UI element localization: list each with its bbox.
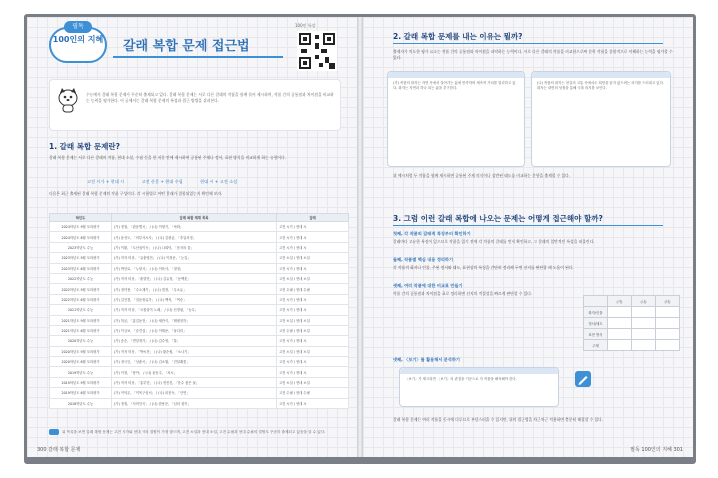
exam-table — [49, 213, 349, 409]
table-cell: 2018학년도 수능 — [50, 398, 112, 408]
table-cell: 2020학년도 6월 모의평가 — [50, 357, 112, 367]
table-row — [50, 242, 349, 252]
table-row — [50, 232, 349, 242]
grid-header: (가) — [608, 296, 632, 307]
table-cell: (가) 작자 미상, 「유충렬전」 / (나) 이청준, 「눈길」 — [112, 253, 277, 263]
section2-heading: 2. 갈래 복합 문제를 내는 이유는 뭘까? — [393, 32, 523, 41]
step4-body: 〈보기〉가 제시되면 〈보기〉의 관점을 기준으로 각 작품을 해석해야 한다. — [405, 377, 517, 381]
table-cell: 고전 시가 / 현대 시 — [277, 263, 349, 273]
table-cell: 고전 수필 / 현대 소설 — [277, 325, 349, 335]
step2-body: 각 작품의 화자나 인물, 주된 정서와 태도, 표현상의 특징을 간단히 정리해 두면 선지를 판단할 때 도움이 된다. — [393, 265, 574, 270]
section2-body: 출제자가 의도한 평가 요소는 작품 간의 공통점과 차이점을 파악하는 능력이다. 서로 다른 갈래의 작품을 비교함으로써 문학 작품을 종합적으로 이해하는 능력을 평가할 수 있다. — [393, 49, 673, 60]
table-row — [50, 357, 349, 367]
table-cell: 2019학년도 수능 — [50, 367, 112, 377]
grid-header: (나) — [632, 296, 656, 307]
table-cell: 고전 시가 / 현대 시 — [277, 242, 349, 252]
qr-code-icon[interactable] — [297, 31, 337, 71]
intro-box — [49, 79, 341, 131]
table-cell: (가) 허균, 「홍길동전」 / (나) 채만식, 「태평천하」 — [112, 315, 277, 325]
table-row — [50, 336, 349, 346]
table-cell: (가) 김인겸, 「일동장유가」 / (나) 백석, 「여승」 — [112, 294, 277, 304]
table-header: 학년도 — [50, 214, 112, 222]
table-cell: (가) 작자 미상, 「박씨전」 / (나) 황순원, 「소나기」 — [112, 346, 277, 356]
grid-row-label: 표현 방식 — [584, 329, 608, 340]
left-page — [27, 17, 357, 457]
step3-label: 셋째, 여러 작품에 대한 비교표 만들기 — [393, 283, 463, 288]
table-cell: 2024학년도 9월 모의평가 — [50, 222, 112, 232]
table-row — [50, 346, 349, 356]
table-cell: (가) 윤선도, 「어부사시사」 / (나) 김광균, 「추일서정」 — [112, 232, 277, 242]
table-cell: 2024학년도 6월 모의평가 — [50, 232, 112, 242]
table-row — [50, 263, 349, 273]
page-footer-right: 필독 100인의 지혜 301 — [630, 447, 683, 453]
section2-note: 위 예시처럼 두 작품을 함께 제시하면 공통된 주제 의식이나 상반된 태도를 비교하는 문항을 출제할 수 있다. — [393, 173, 571, 178]
badge-tag: 필독 — [64, 21, 92, 33]
table-cell: 2021학년도 6월 모의평가 — [50, 325, 112, 335]
table-cell: 2019학년도 6월 모의평가 — [50, 388, 112, 398]
table-cell: 고전 소설 / 현대 소설 — [277, 253, 349, 263]
section1-heading: 1. 갈래 복합 문제란? — [49, 142, 120, 151]
table-row — [50, 305, 349, 315]
table-row — [50, 388, 349, 398]
table-cell: (가) 작자 미상, 「시집살이 노래」 / (나) 신경림, 「농무」 — [112, 305, 277, 315]
panel-a-bar — [388, 72, 524, 78]
step4-panel-bar — [400, 368, 558, 374]
note-box — [49, 429, 349, 453]
table-cell: (가) 박인로, 「누항사」 / (나) 이육사, 「절정」 — [112, 263, 277, 273]
step4-panel — [399, 367, 559, 407]
step2-label: 둘째, 작품별 핵심 내용 정리하기 — [393, 257, 454, 262]
bottom-text: 갈래 복합 문제는 여러 작품을 동시에 다루므로 부담스러울 수 있지만, 위의 접근법을 차근차근 적용하면 충분히 해결할 수 있다. — [393, 417, 603, 422]
table-cell: 2023학년도 수능 — [50, 242, 112, 252]
panel-b-text: (나) 작품의 화자는 현실의 고통 속에서도 희망을 잃지 않으려는 의지를 드러내고 있다. 화자는 내면의 성찰을 통해 극복 의지를 보인다. — [537, 81, 664, 91]
table-cell: 고전 시가 / 현대 시 — [277, 305, 349, 315]
formula-2: 고전 산문 + 현대 수필 — [141, 179, 183, 184]
table-cell: (가) 이규보, 「슬견설」 / (나) 이태준, 「돌다리」 — [112, 325, 277, 335]
table-cell: 고전 시가 / 현대 시 — [277, 222, 349, 232]
grid-row-label: 화자/인물 — [584, 307, 608, 318]
table-cell: 고전 소설 / 현대 소설 — [277, 315, 349, 325]
table-row — [50, 377, 349, 387]
mascot-icon — [56, 86, 80, 114]
panel-a-text: (가) 작품의 화자는 자연 속에서 살아가는 삶에 만족하며 세속적 가치를 멀리하고 있다. 화자는 자연과 하나 되는 삶을 추구한다. — [393, 81, 516, 91]
table-cell: 2021학년도 9월 모의평가 — [50, 315, 112, 325]
grid-row-label: 정서/태도 — [584, 318, 608, 329]
table-row — [50, 253, 349, 263]
intro-text: 수능에서 갈래 복합 문제가 꾸준히 출제되고 있다. 갈래 복합 문제는 서로 다른 갈래의 작품을 함께 묶어 제시하며, 작품 간의 공통점과 차이점을 비교하는 능력을 평가한다. 이 글에서는 갈래 복합 문제의 특성과 접근 방법을 살펴본다. — [86, 92, 334, 103]
section2-underline — [393, 43, 663, 44]
table-row — [50, 284, 349, 294]
grid-header: (다) — [656, 296, 680, 307]
table-cell: 고전 소설 / 현대 소설 — [277, 273, 349, 283]
table-cell: 고전 시가 / 현대 시 — [277, 398, 349, 408]
table-cell: 2022학년도 9월 모의평가 — [50, 284, 112, 294]
table-cell: (가) 정철, 「관동별곡」 / (나) 이형기, 「낙화」 — [112, 222, 277, 232]
panel-a — [387, 71, 525, 167]
table-cell: 고전 시가 / 현대 시 — [277, 232, 349, 242]
comparison-grid — [583, 295, 680, 351]
formula-1: 고전 시가 + 현대 시 — [87, 179, 125, 184]
page-title: 갈래 복합 문제 접근법 — [123, 39, 250, 54]
table-cell: 2023학년도 9월 모의평가 — [50, 253, 112, 263]
table-cell: 2019학년도 9월 모의평가 — [50, 377, 112, 387]
table-row — [50, 273, 349, 283]
table-row — [50, 367, 349, 377]
table-cell: 고전 수필 / 현대 수필 — [277, 388, 349, 398]
section3-underline — [393, 225, 663, 226]
step3-body: 작품 간의 공통점과 차이점을 표로 정리하면 선지의 적절성을 빠르게 판단할 수 있다. — [393, 291, 533, 296]
table-cell: 2022학년도 6월 모의평가 — [50, 294, 112, 304]
table-row — [50, 315, 349, 325]
table-row — [50, 398, 349, 408]
formula-row — [87, 179, 317, 185]
page-footer-left: 300 갈래 복합 문제 — [37, 447, 81, 453]
title-underline — [113, 56, 283, 58]
table-row — [50, 325, 349, 335]
formula-3: 현대 시 + 고전 소설 — [200, 179, 238, 184]
table-cell: 고전 시가 / 현대 시 — [277, 294, 349, 304]
table-cell: (가) 이황, 「도산십이곡」 / (나) 나희덕, 「음지의 꽃」 — [112, 242, 277, 252]
table-cell: (가) 정극인, 「상춘곡」 / (나) 김소월, 「진달래꽃」 — [112, 357, 277, 367]
table-row — [50, 294, 349, 304]
section3-heading: 3. 그럼 이런 갈래 복합에 나오는 문제는 어떻게 접근해야 할까? — [393, 214, 603, 223]
panel-b — [531, 71, 671, 167]
step1-label: 첫째, 각 작품의 갈래적 특징부터 확인하기 — [393, 231, 471, 236]
table-cell: (가) 이덕무, 「이목구심서」 / (나) 피천득, 「인연」 — [112, 388, 277, 398]
pencil-icon — [573, 369, 593, 389]
book-spread — [24, 14, 696, 464]
table-cell: 고전 소설 / 현대 소설 — [277, 377, 349, 387]
panel-b-bar — [532, 72, 670, 78]
note-icon — [49, 429, 59, 435]
table-cell: (가) 정약용, 「수오재기」 / (나) 법정, 「무소유」 — [112, 284, 277, 294]
table-header: 갈래 복합 제재 목록 — [112, 214, 277, 222]
badge-text: 100인의 지혜 — [52, 35, 104, 44]
qr-label: 100인 특강 — [295, 23, 316, 28]
table-cell: 2020학년도 수능 — [50, 336, 112, 346]
table-cell: 고전 소설 / 현대 소설 — [277, 346, 349, 356]
note-text: 위 목록을 보면 갈래 복합 문제는 고전 시가와 현대 시의 결합이 가장 많으며, 고전 소설과 현대 소설, 고전 수필과 현대 수필의 결합도 꾸준히 출제되고 있음을 알 수 있다. — [62, 430, 326, 434]
table-cell: (가) 작자 미상, 「춘향전」 / (나) 김유정, 「동백꽃」 — [112, 273, 277, 283]
step1-body: 갈래마다 고유한 특징이 있으므로 작품을 읽기 전에 각 작품의 갈래를 먼저 확인하고, 그 갈래의 일반적인 특성을 떠올린다. — [393, 239, 595, 244]
table-cell: 2021학년도 수능 — [50, 305, 112, 315]
section1-body2: 다음은 최근 출제된 갈래 복합 문제의 작품 구성이다. 각 시험별로 어떤 갈래가 결합되었는지 확인해 보자. — [49, 191, 223, 196]
table-cell: 2023학년도 6월 모의평가 — [50, 263, 112, 273]
table-cell: 2022학년도 수능 — [50, 273, 112, 283]
table-cell: (가) 정철, 「사미인곡」 / (나) 한용운, 「님의 침묵」 — [112, 398, 277, 408]
grid-header — [584, 296, 608, 307]
table-cell: (가) 송순, 「면앙정가」 / (나) 김수영, 「풀」 — [112, 336, 277, 346]
table-header: 갈래 — [277, 214, 349, 222]
table-cell: (가) 작자 미상, 「흥부전」 / (나) 현진건, 「운수 좋은 날」 — [112, 377, 277, 387]
grid-row-label: 주제 — [584, 340, 608, 351]
header-badge — [49, 23, 107, 63]
table-cell: 고전 시가 / 현대 시 — [277, 357, 349, 367]
section1-body: 갈래 복합 문제는 서로 다른 갈래의 작품, 현대 소설, 수필 등을 한 지문 안에 제시하여 공통된 주제나 정서, 표현 방식을 비교하게 하는 유형이다. — [49, 155, 286, 160]
step4-label: 넷째, 〈보기〉를 활용해서 분석하기 — [393, 357, 460, 362]
table-cell: (가) 이정, 「풍아」 / (나) 윤동주, 「서시」 — [112, 367, 277, 377]
table-cell: 고전 시가 / 현대 시 — [277, 336, 349, 346]
table-cell: 고전 시가 / 현대 시 — [277, 367, 349, 377]
table-header-row — [50, 214, 349, 222]
table-cell: 2020학년도 9월 모의평가 — [50, 346, 112, 356]
right-page — [363, 17, 693, 457]
table-row — [50, 222, 349, 232]
table-cell: 고전 수필 / 현대 수필 — [277, 284, 349, 294]
